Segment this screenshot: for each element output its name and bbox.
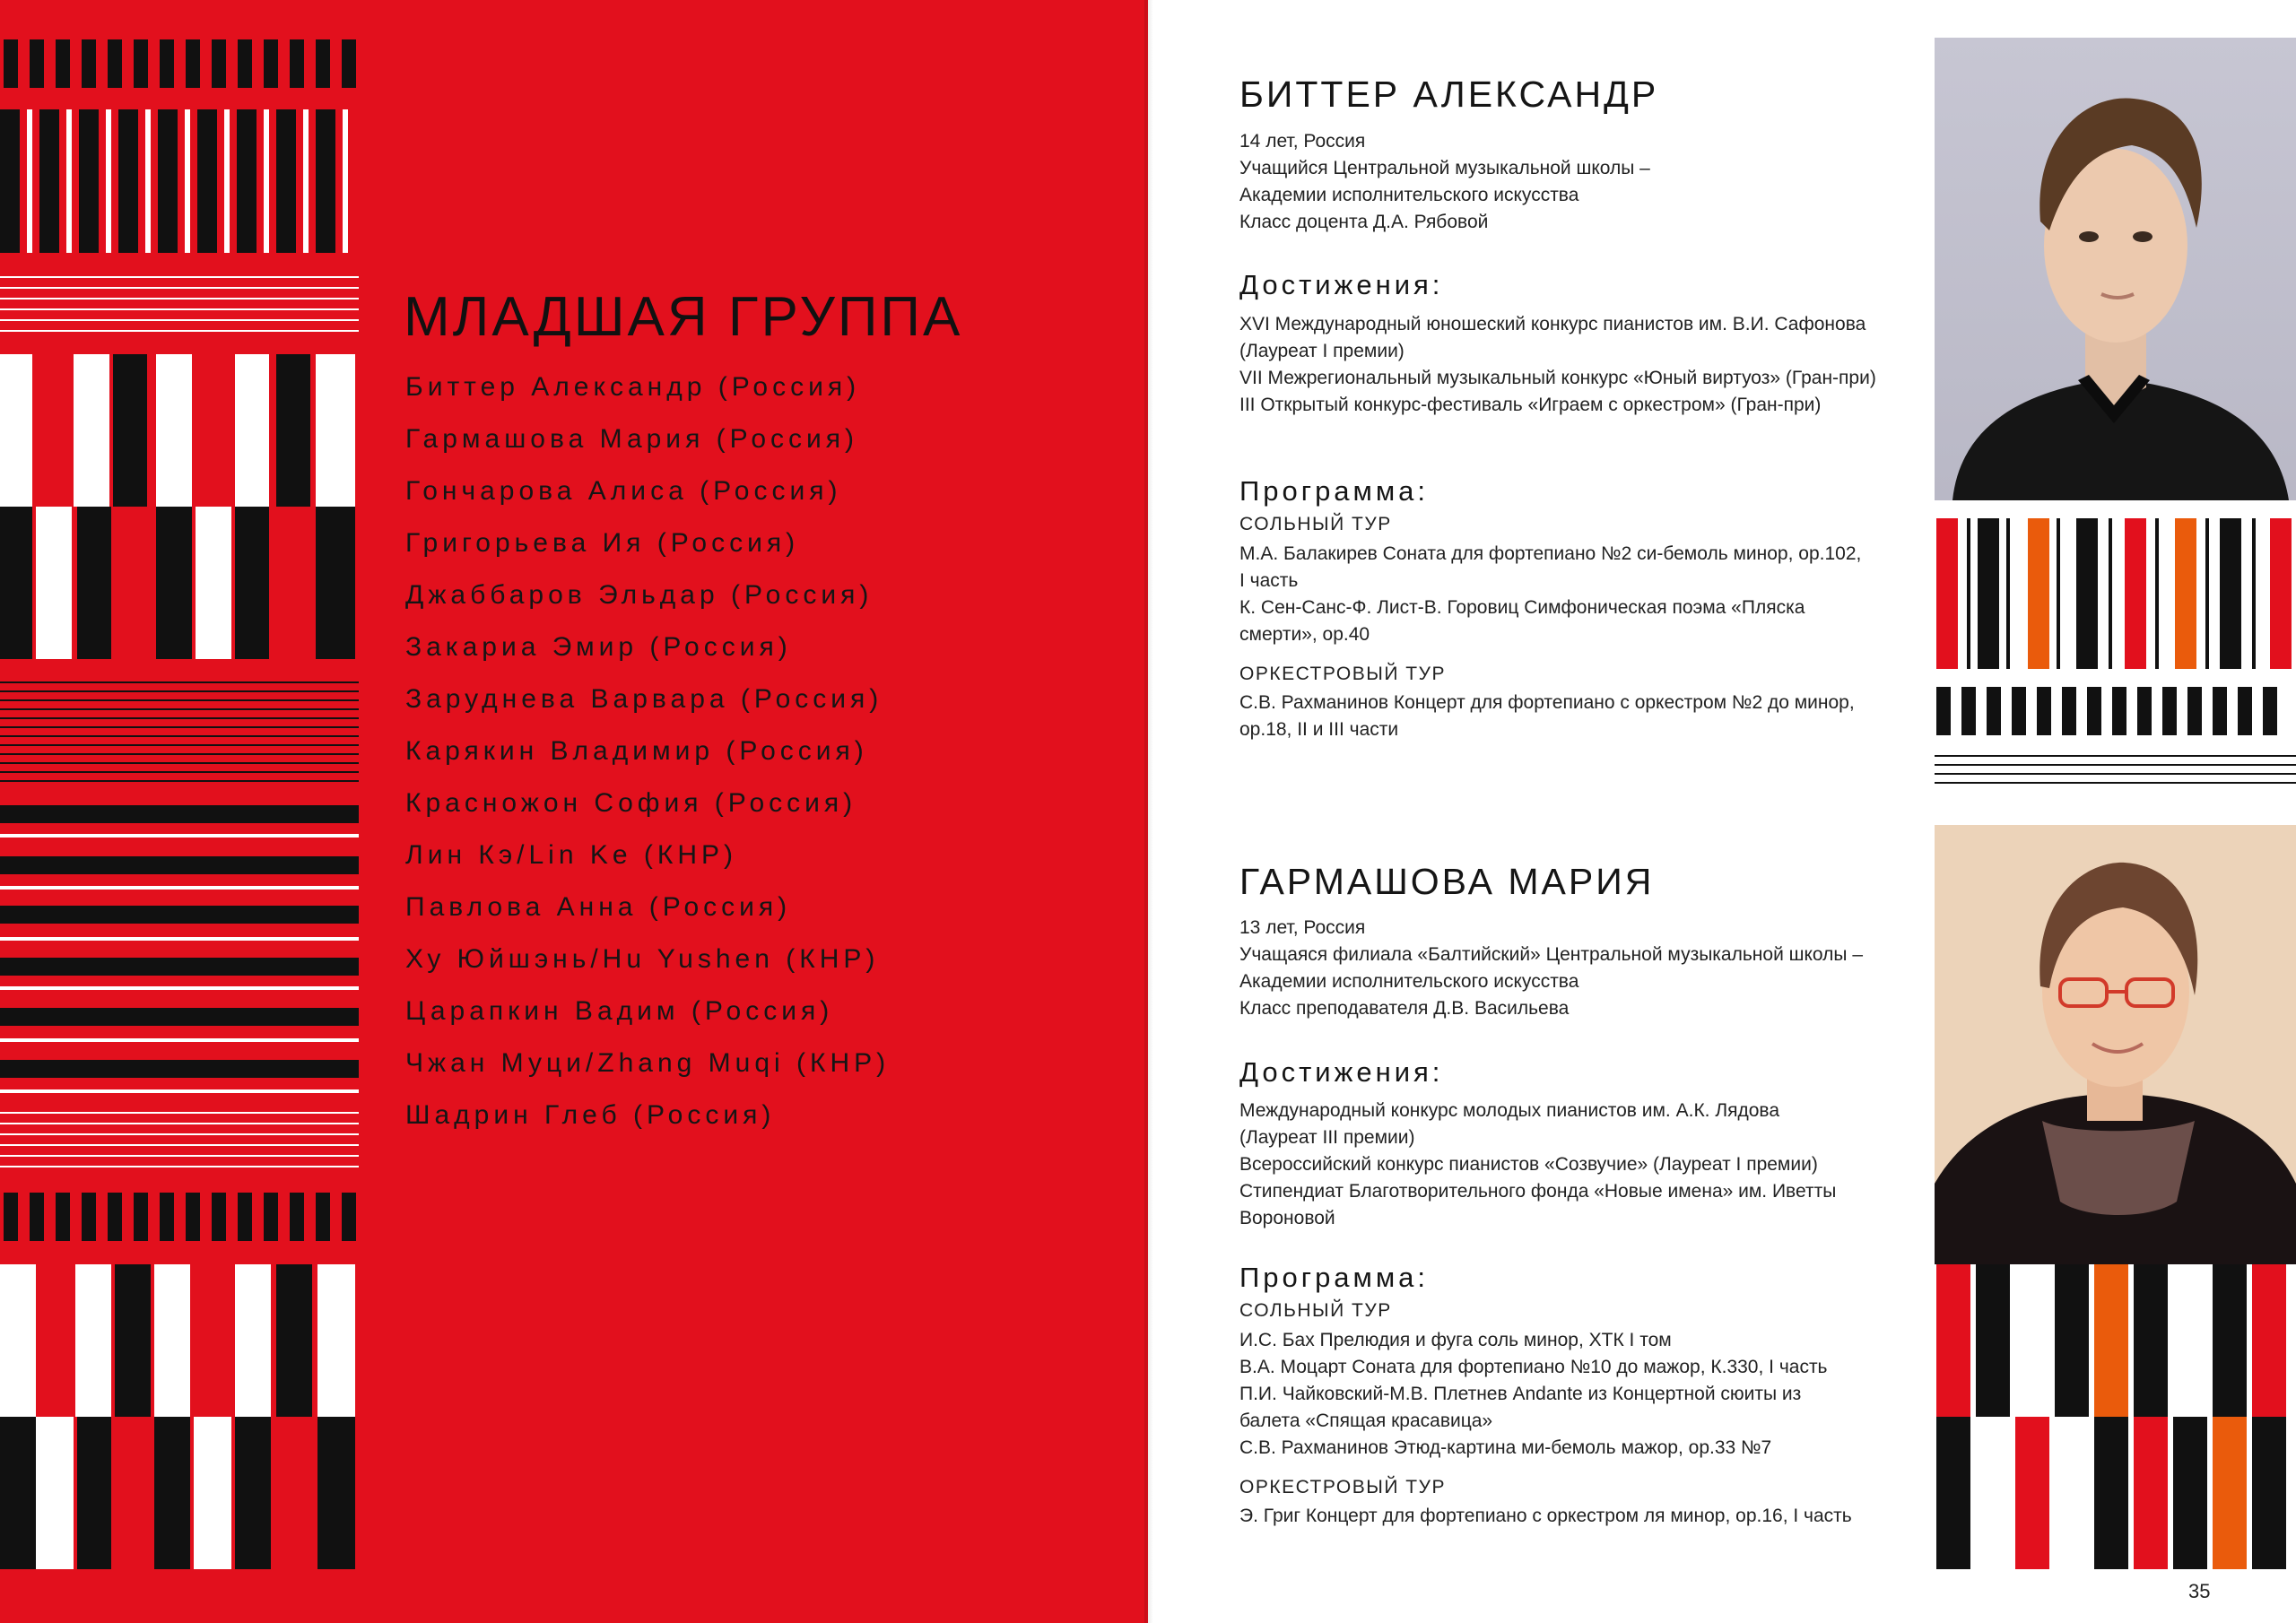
list-item: Биттер Александр (Россия) [405,372,861,402]
list-item: Закариа Эмир (Россия) [405,632,792,662]
solo-round-heading: СОЛЬНЫЙ ТУР [1239,1300,1392,1321]
achievement-line: Вороновой [1239,1208,1335,1228]
achievements-heading: Достижения: [1239,269,1444,300]
orchestral-round-heading: ОРКЕСТРОВЫЙ ТУР [1239,1477,1446,1497]
decorative-pattern-bottom-right [1935,1264,2296,1569]
achievement-line: Всероссийский конкурс пианистов «Созвучие» (Лауреат I премии) [1239,1154,1818,1175]
program-line: смерти», ор.40 [1239,624,1370,645]
achievement-line: Стипендиат Благотворительного фонда «Новые имена» им. Иветты [1239,1181,1837,1202]
list-item: Шадрин Глеб (Россия) [405,1100,776,1130]
list-item: Чжан Муци/Zhang Muqi (КНР) [405,1048,891,1078]
achievement-line: Международный конкурс молодых пианистов им. А.К. Лядова [1239,1100,1780,1121]
program-line: К. Сен-Санс-Ф. Лист-В. Горовиц Симфоническая поэма «Пляска [1239,597,1805,618]
list-item: Григорьева Ия (Россия) [405,528,800,558]
list-item: Карякин Владимир (Россия) [405,736,868,766]
info-line: Учащийся Центральной музыкальной школы – [1239,158,1650,178]
info-line: Академии исполнительского искусства [1239,185,1579,205]
achievements-heading: Достижения: [1239,1056,1444,1088]
orchestral-round-heading: ОРКЕСТРОВЫЙ ТУР [1239,664,1446,684]
achievement-line: (Лауреат III премии) [1239,1127,1415,1148]
program-line: Э. Григ Концерт для фортепиано с оркестром ля минор, ор.16, I часть [1239,1506,1852,1526]
profile-name: ГАРМАШОВА МАРИЯ [1239,861,1655,902]
decorative-pattern-column [0,0,359,1623]
orchestral-program [1239,690,1921,743]
solo-program [1239,541,1921,648]
achievements-list [1239,311,1921,419]
list-item: Красножон София (Россия) [405,788,857,818]
info-line: Учащаяся филиала «Балтийский» Центральной музыкальной школы – [1239,944,1863,965]
achievement-line: XVI Международный юношеский конкурс пианистов им. В.И. Сафонова [1239,314,1866,334]
program-line: ор.18, II и III части [1239,719,1399,740]
info-line: 14 лет, Россия [1239,131,1366,152]
solo-program [1239,1327,1921,1462]
profile-info [1239,915,1921,1022]
info-line: Класс преподавателя Д.В. Васильева [1239,998,1570,1019]
program-heading: Программа: [1239,1262,1430,1293]
participants-list [405,369,890,1150]
program-line: М.А. Балакирев Соната для фортепиано №2 си-бемоль минор, ор.102, [1239,543,1862,564]
program-line: И.С. Бах Прелюдия и фуга соль минор, ХТК I том [1239,1330,1672,1350]
page-number: 35 [2188,1580,2211,1602]
program-line: В.А. Моцарт Соната для фортепиано №10 до мажор, К.330, I часть [1239,1357,1828,1377]
list-item: Лин Кэ/Lin Ke (КНР) [405,840,737,870]
list-item: Заруднева Варвара (Россия) [405,684,883,714]
achievements-list [1239,1098,1921,1232]
profile-info [1239,128,1921,236]
list-item: Царапкин Вадим (Россия) [405,996,834,1026]
profile-name: БИТТЕР АЛЕКСАНДР [1239,74,1659,115]
list-item: Гармашова Мария (Россия) [405,424,859,454]
solo-round-heading: СОЛЬНЫЙ ТУР [1239,514,1392,534]
program-line: П.И. Чайковский-М.В. Плетнев Andante из Концертной сюиты из [1239,1384,1802,1404]
decorative-pattern-right [1935,518,2296,805]
info-line: Класс доцента Д.А. Рябовой [1239,212,1489,232]
achievement-line: VII Межрегиональный музыкальный конкурс «Юный виртуоз» (Гран-при) [1239,368,1876,388]
list-item: Гончарова Алиса (Россия) [405,476,842,506]
profile-photo [1935,825,2296,1264]
list-item: Павлова Анна (Россия) [405,892,792,922]
info-line: Академии исполнительского искусства [1239,971,1579,992]
achievement-line: (Лауреат I премии) [1239,341,1405,361]
program-line: I часть [1239,570,1299,591]
achievement-line: III Открытый конкурс-фестиваль «Играем с оркестром» (Гран-при) [1239,395,1822,415]
program-line: С.В. Рахманинов Этюд-картина ми-бемоль мажор, ор.33 №7 [1239,1437,1772,1458]
program-line: С.В. Рахманинов Концерт для фортепиано с оркестром №2 до минор, [1239,692,1855,713]
profile-photo [1935,38,2296,500]
list-item: Джаббаров Эльдар (Россия) [405,580,874,610]
info-line: 13 лет, Россия [1239,917,1366,938]
program-line: балета «Спящая красавица» [1239,1410,1493,1431]
orchestral-program [1239,1503,1921,1530]
list-item: Ху Юйшэнь/Hu Yushen (КНР) [405,944,880,974]
page-gutter [1144,0,1153,1623]
program-heading: Программа: [1239,475,1430,507]
group-title: МЛАДШАЯ ГРУППА [404,286,963,348]
